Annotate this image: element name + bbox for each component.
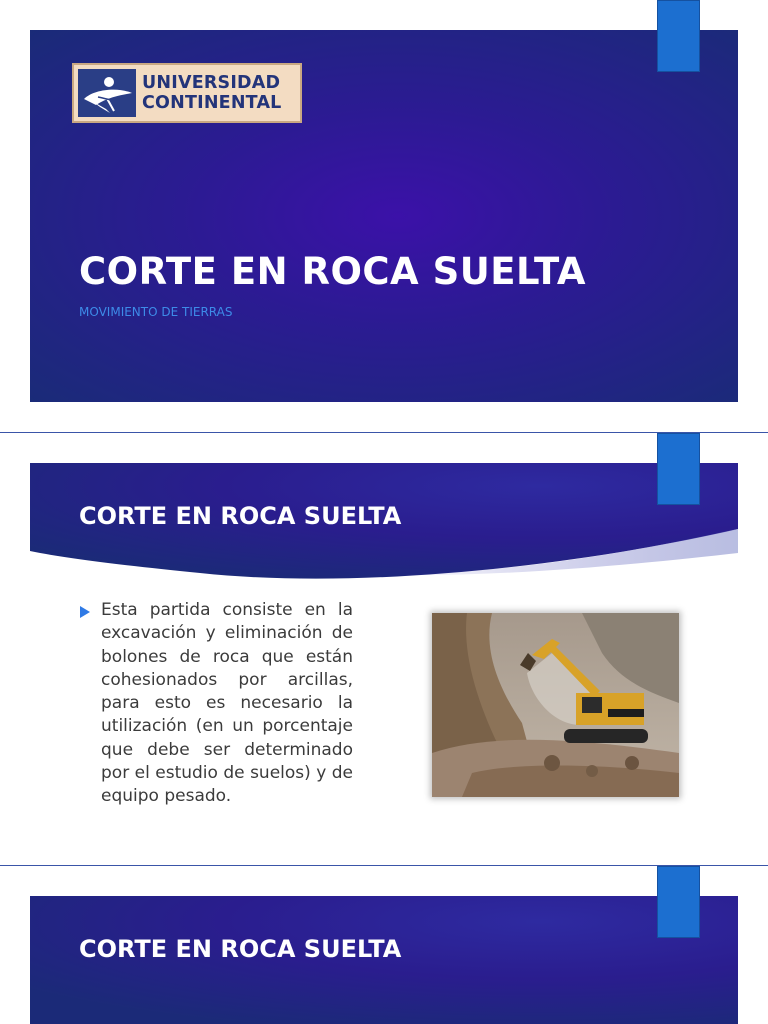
page-title: CORTE EN ROCA SUELTA	[79, 250, 586, 293]
slide-heading: CORTE EN ROCA SUELTA	[79, 502, 402, 530]
accent-tab	[657, 433, 700, 505]
excavator-photo	[432, 613, 679, 797]
triangle-right-icon	[80, 606, 90, 618]
body-paragraph: Esta partida consiste en la excavación y eliminación de bolones de roca que están cohesionados por arcillas, para esto es necesario la utilización (en un porcentaje que debe ser determinado por el estudio de suelos) y de equipo pesado.	[101, 600, 353, 807]
accent-tab	[657, 0, 700, 72]
logo-text-line2: CONTINENTAL	[142, 93, 282, 113]
logo-text-line1: UNIVERSIDAD	[142, 73, 281, 93]
slide-content	[0, 433, 768, 865]
page-subtitle: MOVIMIENTO DE TIERRAS	[79, 305, 233, 319]
slide-title-page	[0, 0, 768, 432]
logo-emblem-icon	[78, 69, 136, 117]
slide-content-continued	[0, 866, 768, 1024]
accent-tab	[657, 866, 700, 938]
slide-heading: CORTE EN ROCA SUELTA	[79, 935, 402, 963]
university-logo	[72, 63, 302, 123]
